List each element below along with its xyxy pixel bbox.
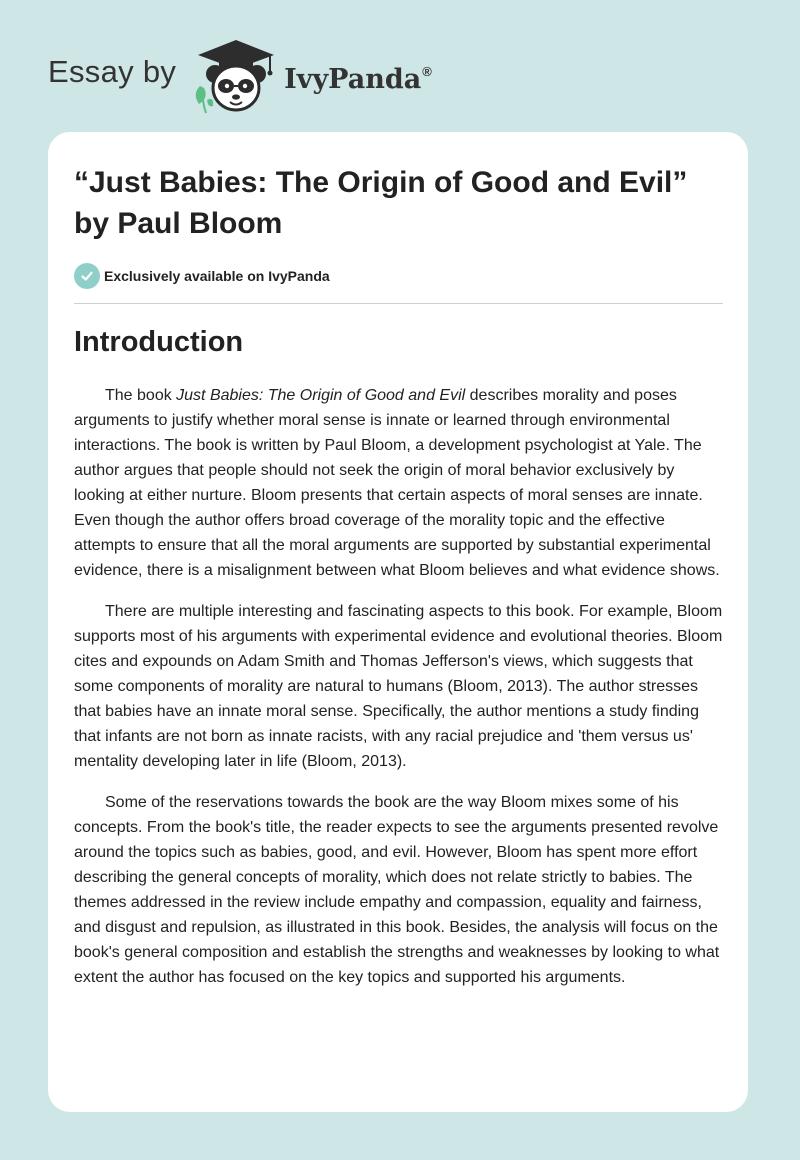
- article-card: [48, 132, 748, 1112]
- registered-mark: ®: [422, 63, 432, 79]
- divider: [74, 303, 723, 304]
- check-circle-icon: [74, 263, 100, 289]
- paragraph: Some of the reservations towards the book are the way Bloom mixes some of his concepts. From the book's title, the reader expects to see the arguments presented revolve around the topics such as babies, good, and evil. However, Bloom has spent more effort describing the general concepts of morality, which does not relate strictly to babies. The themes addressed in the review include empathy and compassion, equality and fairness, and disgust and repulsion, as illustrated in this book. Besides, the analysis will focus on the book's general composition and establish the strengths and weaknesses by looking to what extent the author has focused on the key topics and supported his arguments.: [74, 794, 720, 986]
- panda-graduate-icon: [190, 36, 282, 116]
- book-title-italic: Just Babies: The Origin of Good and Evil: [176, 387, 466, 404]
- essay-by-label: Essay by: [48, 54, 177, 89]
- paragraph: The book Just Babies: The Origin of Good and Evil describes morality and poses arguments to justify whether moral sense is innate or learned through environmental interactions. The book is written by Paul Bloom, a development psychologist at Yale. The author argues that people should not seek the origin of moral behavior exclusively by looking at either nurture. Bloom presents that certain aspects of moral senses are innate. Even though the author offers broad coverage of the morality topic and the effective attempts to ensure that all the moral arguments are supported by substantial experimental evidence, there is a misalignment between what Bloom believes and what evidence shows.: [74, 387, 720, 579]
- section-heading: Introduction: [74, 326, 244, 358]
- exclusive-badge: [74, 263, 330, 289]
- paragraph: There are multiple interesting and fascinating aspects to this book. For example, Bloom supports most of his arguments with experimental evidence and evolutional theories. Bloom cites and expounds on Adam Smith and Thomas Jefferson's views, which suggests that some components of morality are natural to humans (Bloom, 2013). The author stresses that babies have an innate moral sense. Specifically, the author mentions a study finding that infants are not born as innate racists, with any racial prejudice and 'them versus us' mentality developing later in life (Bloom, 2013).: [74, 603, 723, 770]
- site-header: [48, 36, 432, 116]
- article-title: “Just Babies: The Origin of Good and Evil” by Paul Bloom: [74, 166, 688, 240]
- article-body: [74, 383, 726, 1006]
- brand-name: IvyPanda®: [284, 63, 432, 95]
- exclusive-label: Exclusively available on IvyPanda: [104, 268, 330, 284]
